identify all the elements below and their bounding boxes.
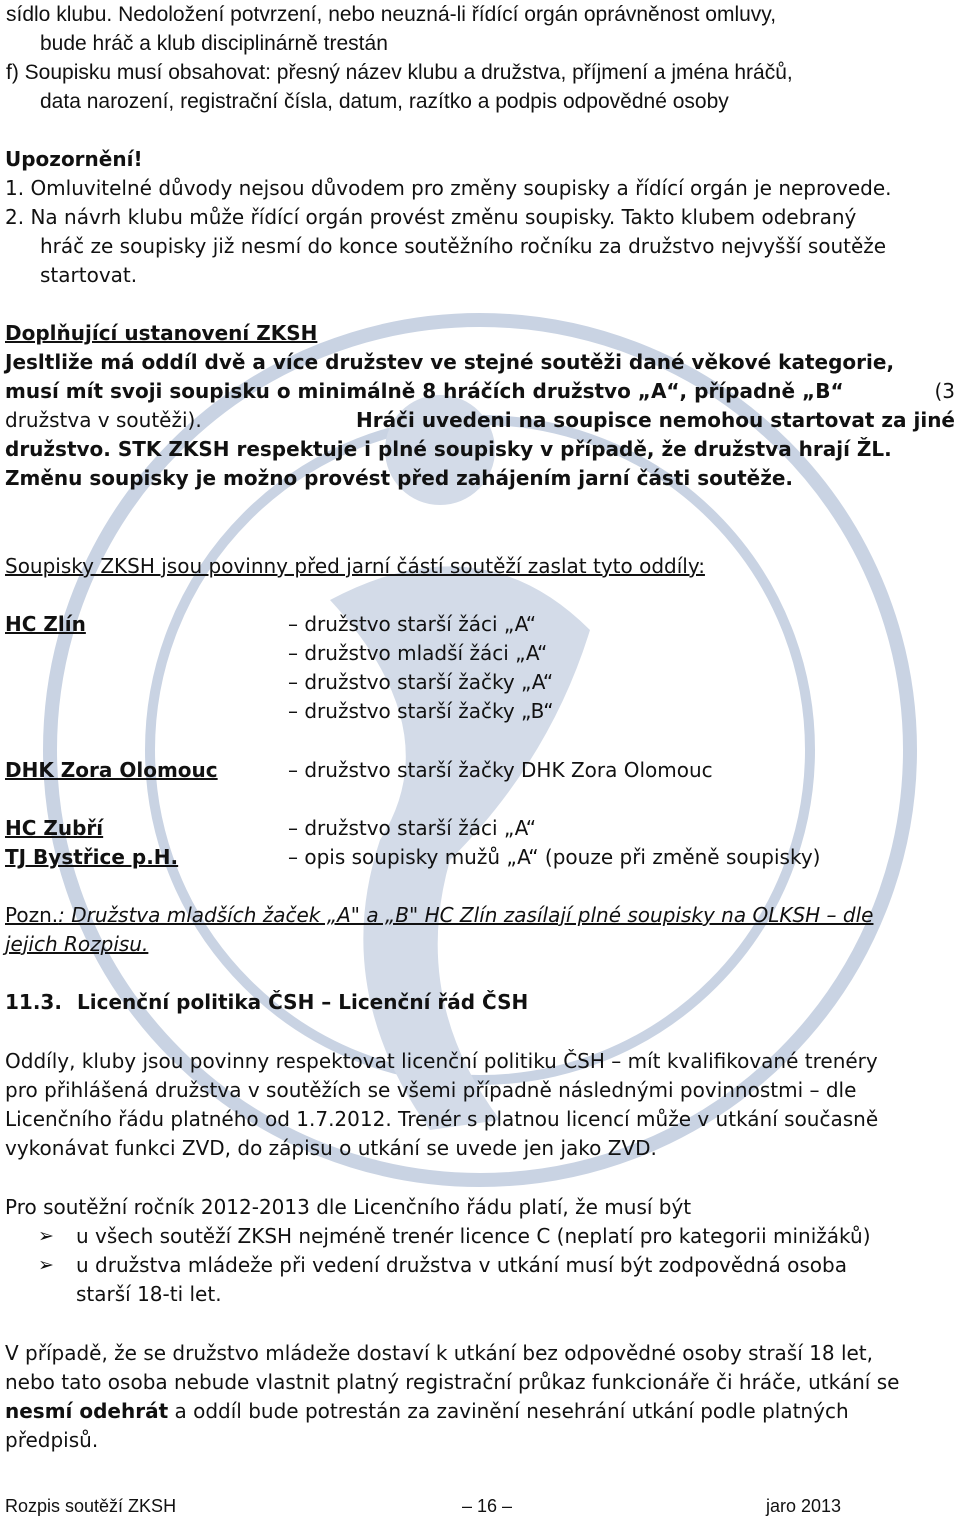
- text-line: předpisů.: [5, 1428, 99, 1452]
- doplnujici-heading: Doplňující ustanovení ZKSH: [5, 321, 318, 345]
- note-text: : Družstva mladších žaček „A" a „B" HC Zlín zasílají plné soupisky na OLKSH – dle: [58, 903, 874, 927]
- text-line: [5, 406, 955, 435]
- text-span: nesmí odehrát: [5, 1399, 169, 1423]
- text-span: (3: [934, 379, 955, 403]
- soupisky-heading: Soupisky ZKSH jsou povinny před jarní částí soutěží zaslat tyto oddíly:: [5, 554, 705, 578]
- text-line: bude hráč a klub disciplinárně trestán: [40, 32, 388, 55]
- text-line: startovat.: [40, 263, 138, 287]
- team-line: – družstvo starší žačky „B“: [288, 699, 554, 723]
- text-line: pro přihlášená družstva v soutěžích se všemi případně následnými povinnostmi – dle: [5, 1078, 857, 1102]
- bullet-text: u družstva mládeže při vedení družstva v utkání musí být zodpovědná osoba: [76, 1253, 847, 1277]
- text-line: starší 18-ti let.: [76, 1282, 222, 1306]
- text-line: V případě, že se družstvo mládeže dostaví k utkání bez odpovědné osoby straší 18 let,: [5, 1341, 874, 1365]
- text-line: Pro soutěžní ročník 2012-2013 dle Licenčního řádu platí, že musí být: [5, 1195, 692, 1219]
- arrow-bullet-icon: ➢: [38, 1254, 54, 1276]
- text-line: [5, 1397, 849, 1426]
- text-line: [5, 377, 955, 406]
- licencni-heading: Licenční politika ČSH – Licenční řád ČSH: [77, 990, 529, 1014]
- text-line: Jesltliže má oddíl dvě a více družstev ve stejné soutěži dané věkové kategorie,: [5, 350, 895, 374]
- text-line: data narození, registrační čísla, datum, razítko a podpis odpovědné osoby: [40, 90, 729, 113]
- text-span: musí mít svoji soupisku o minimálně 8 hráčích družstvo „A“, případně „B“: [5, 379, 844, 403]
- team-line: – družstvo mladší žáci „A“: [288, 641, 548, 665]
- list-item: [0, 1251, 960, 1280]
- footer-right: jaro 2013: [766, 1496, 842, 1516]
- note-line: [5, 901, 873, 930]
- text-line: 2. Na návrh klubu může řídící orgán provést změnu soupisky. Takto klubem odebraný: [5, 205, 857, 229]
- team-line: – opis soupisky mužů „A“ (pouze při změně soupisky): [288, 845, 821, 869]
- team-line: – družstvo starší žačky „A“: [288, 670, 554, 694]
- club-name: HC Zubří: [5, 816, 104, 840]
- club-name: DHK Zora Olomouc: [5, 758, 218, 782]
- text-line: Změnu soupisky je možno provést před zahájením jarní části soutěže.: [5, 466, 794, 490]
- text-line: sídlo klubu. Nedoložení potvrzení, nebo neuzná-li řídící orgán oprávněnost omluvy,: [6, 3, 777, 26]
- text-line: nebo tato osoba nebude vlastnit platný registrační průkaz funkcionáře či hráče, utkání se: [5, 1370, 900, 1394]
- club-name: TJ Bystřice p.H.: [5, 845, 179, 869]
- footer-left: Rozpis soutěží ZKSH: [5, 1496, 177, 1516]
- team-line: – družstvo starší žáci „A“: [288, 612, 537, 636]
- text-line: Oddíly, kluby jsou povinny respektovat licenční politiku ČSH – mít kvalifikované trenéry: [5, 1049, 878, 1073]
- club-name: HC Zlín: [5, 612, 86, 636]
- text-span: a oddíl bude potrestán za zavinění nesehrání utkání podle platných: [168, 1399, 849, 1423]
- text-line: Licenčního řádu platného od 1.7.2012. Trenér s platnou licencí může v utkání současně: [5, 1107, 879, 1131]
- text-span: Hráči uvedeni na soupisce nemohou startovat za jiné: [356, 408, 955, 432]
- text-span: družstva v soutěži).: [5, 408, 202, 432]
- text-line: f) Soupisku musí obsahovat: přesný název klubu a družstva, příjmení a jména hráčů,: [6, 61, 793, 84]
- list-item: [0, 1222, 960, 1251]
- arrow-bullet-icon: ➢: [38, 1225, 54, 1247]
- bullet-text: u všech soutěží ZKSH nejméně trenér licence C (neplatí pro kategorii minižáků): [76, 1224, 871, 1248]
- note-line: jejich Rozpisu.: [5, 932, 149, 956]
- note-label: Pozn.: [5, 903, 59, 927]
- section-number: 11.3.: [5, 990, 62, 1014]
- footer-page-number: – 16 –: [462, 1496, 513, 1516]
- upozorneni-heading: Upozornění!: [5, 147, 143, 171]
- text-line: hráč ze soupisky již nesmí do konce soutěžního ročníku za družstvo nejvyšší soutěže: [40, 234, 887, 258]
- text-line: družstvo. STK ZKSH respektuje i plné soupisky v případě, že družstva hrají ŽL.: [5, 437, 892, 461]
- team-line: – družstvo starší žáci „A“: [288, 816, 537, 840]
- text-line: vykonávat funkci ZVD, do zápisu o utkání se uvede jen jako ZVD.: [5, 1136, 657, 1160]
- team-line: – družstvo starší žačky DHK Zora Olomouc: [288, 758, 713, 782]
- text-line: 1. Omluvitelné důvody nejsou důvodem pro změny soupisky a řídící orgán je neprovede.: [5, 176, 892, 200]
